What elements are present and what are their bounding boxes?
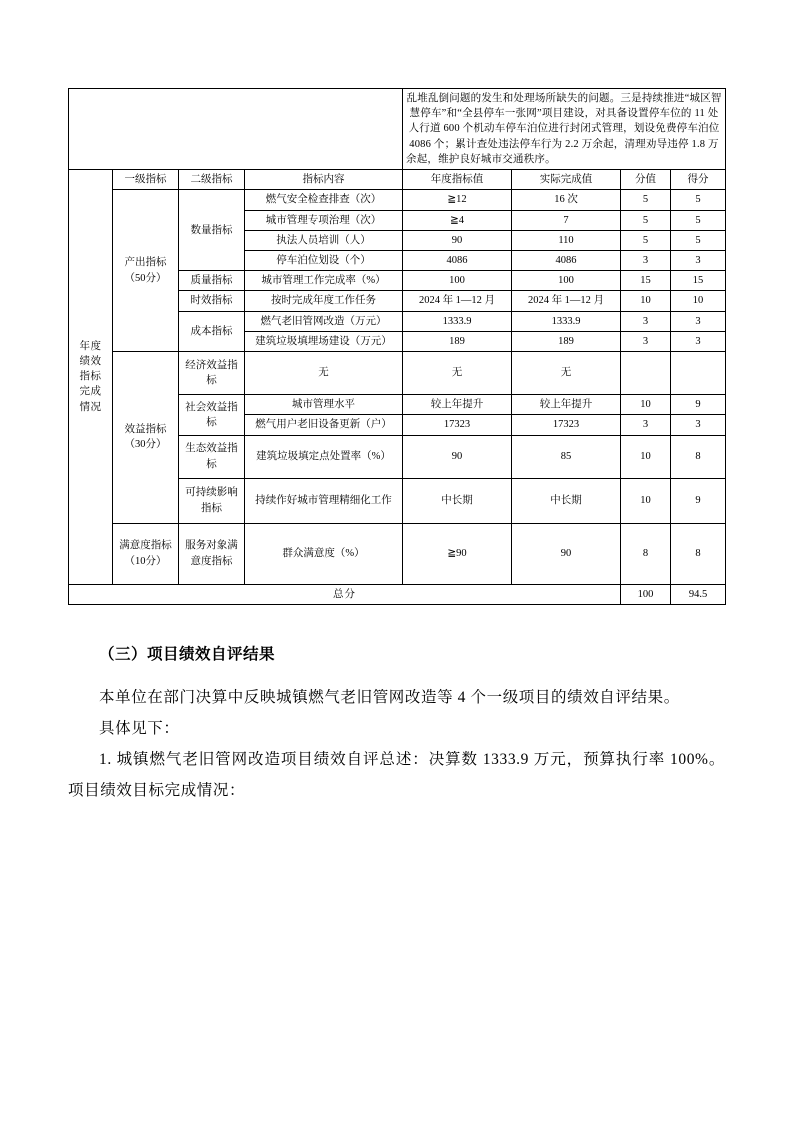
actual-value: 16 次 [512,190,621,210]
total-score: 94.5 [671,584,726,604]
annual-value: 90 [403,230,512,250]
annual-value: 100 [403,271,512,291]
score-got [671,352,726,395]
score-weight: 8 [621,523,671,584]
header-actual-value: 实际完成值 [512,170,621,190]
row-label-annual-performance: 年度 绩效 指标 完成 情况 [69,170,113,584]
level2-social-benefit: 社会效益指标 [179,395,245,435]
performance-indicator-table [68,88,726,605]
header-content: 指标内容 [245,170,403,190]
score-got: 9 [671,395,726,415]
score-weight: 10 [621,435,671,478]
indicator-content: 燃气用户老旧设备更新（户） [245,415,403,435]
annual-value: ≧12 [403,190,512,210]
header-score-got: 得分 [671,170,726,190]
indicator-content: 燃气老旧管网改造（万元） [245,311,403,331]
score-got: 3 [671,250,726,270]
indicator-content: 持续作好城市管理精细化工作 [245,478,403,523]
actual-value: 2024 年 1—12 月 [512,291,621,311]
score-weight: 5 [621,230,671,250]
indicator-content: 燃气安全检查排查（次） [245,190,403,210]
actual-value: 中长期 [512,478,621,523]
annual-value: 中长期 [403,478,512,523]
header-level1: 一级指标 [113,170,179,190]
level2-service-satisfaction: 服务对象满意度指标 [179,523,245,584]
annual-value: 无 [403,352,512,395]
table-header-row [69,170,726,190]
score-got: 3 [671,311,726,331]
indicator-content: 停车泊位划设（个） [245,250,403,270]
indicator-content: 城市管理水平 [245,395,403,415]
score-weight [621,352,671,395]
level2-sustainable-impact: 可持续影响指标 [179,478,245,523]
body-content [68,639,725,806]
level2-economic-benefit: 经济效益指标 [179,352,245,395]
note-text: 乱堆乱倒问题的发生和处理场所缺失的问题。三是持续推进“城区智慧停车”和“全县停车一张网”项目建设，对具备设置停车位的 11 处人行道 600 个机动车停车泊位进行封闭式管理，划设免费停车泊位 4086 个；累计查处违法停车行为 2.2 万余起，清理劝导违停 1.8 万余起，维护良好城市交通秩序。 [403,89,726,170]
actual-value: 1333.9 [512,311,621,331]
paragraph-2: 具体见下： [99,719,180,737]
level2-cost: 成本指标 [179,311,245,351]
level2-quality: 质量指标 [179,271,245,291]
annual-value: 90 [403,435,512,478]
level1-benefit: 效益指标（30分） [113,352,179,523]
score-weight: 10 [621,291,671,311]
total-weight: 100 [621,584,671,604]
score-got: 10 [671,291,726,311]
total-label: 总分 [69,584,621,604]
level1-satisfaction: 满意度指标（10分） [113,523,179,584]
annual-value: ≧4 [403,210,512,230]
table-row-note [69,89,726,170]
annual-value: 4086 [403,250,512,270]
score-got: 3 [671,331,726,351]
actual-value: 110 [512,230,621,250]
actual-value: 较上年提升 [512,395,621,415]
indicator-content: 执法人员培训（人） [245,230,403,250]
score-got: 3 [671,415,726,435]
header-annual-value: 年度指标值 [403,170,512,190]
actual-value: 85 [512,435,621,478]
note-blank-left [69,89,403,170]
score-got: 5 [671,230,726,250]
indicator-content: 建筑垃圾填定点处置率（%） [245,435,403,478]
annual-value: 1333.9 [403,311,512,331]
score-weight: 15 [621,271,671,291]
score-got: 8 [671,435,726,478]
indicator-content: 群众满意度（%） [245,523,403,584]
score-weight: 5 [621,190,671,210]
annual-value: 较上年提升 [403,395,512,415]
table-row-total [69,584,726,604]
level2-quantity: 数量指标 [179,190,245,271]
paragraph-3: 1. 城镇燃气老旧管网改造项目绩效自评总述：决算数 1333.9 万元，预算执行率 100%。项目绩效目标完成情况： [68,750,725,799]
actual-value: 17323 [512,415,621,435]
indicator-content: 城市管理专项治理（次） [245,210,403,230]
table-row [69,523,726,584]
score-got: 8 [671,523,726,584]
table-row [69,352,726,395]
score-got: 9 [671,478,726,523]
annual-value: 189 [403,331,512,351]
annual-value: 2024 年 1—12 月 [403,291,512,311]
annual-value: ≧90 [403,523,512,584]
score-weight: 3 [621,311,671,331]
score-got: 5 [671,210,726,230]
header-score-weight: 分值 [621,170,671,190]
actual-value: 189 [512,331,621,351]
score-weight: 10 [621,478,671,523]
score-weight: 10 [621,395,671,415]
level1-output: 产出指标（50分） [113,190,179,352]
paragraph-1: 本单位在部门决算中反映城镇燃气老旧管网改造等 4 个一级项目的绩效自评结果。 [99,688,680,706]
header-level2: 二级指标 [179,170,245,190]
level2-timeliness: 时效指标 [179,291,245,311]
indicator-content: 无 [245,352,403,395]
score-got: 15 [671,271,726,291]
actual-value: 7 [512,210,621,230]
actual-value: 4086 [512,250,621,270]
indicator-content: 城市管理工作完成率（%） [245,271,403,291]
indicator-content: 按时完成年度工作任务 [245,291,403,311]
score-weight: 3 [621,415,671,435]
actual-value: 无 [512,352,621,395]
score-weight: 3 [621,331,671,351]
score-weight: 3 [621,250,671,270]
annual-value: 17323 [403,415,512,435]
table-row [69,190,726,210]
indicator-content: 建筑垃圾填埋场建设（万元） [245,331,403,351]
actual-value: 100 [512,271,621,291]
level2-ecological-benefit: 生态效益指标 [179,435,245,478]
section-heading: （三）项目绩效自评结果 [99,645,276,663]
score-weight: 5 [621,210,671,230]
actual-value: 90 [512,523,621,584]
score-got: 5 [671,190,726,210]
